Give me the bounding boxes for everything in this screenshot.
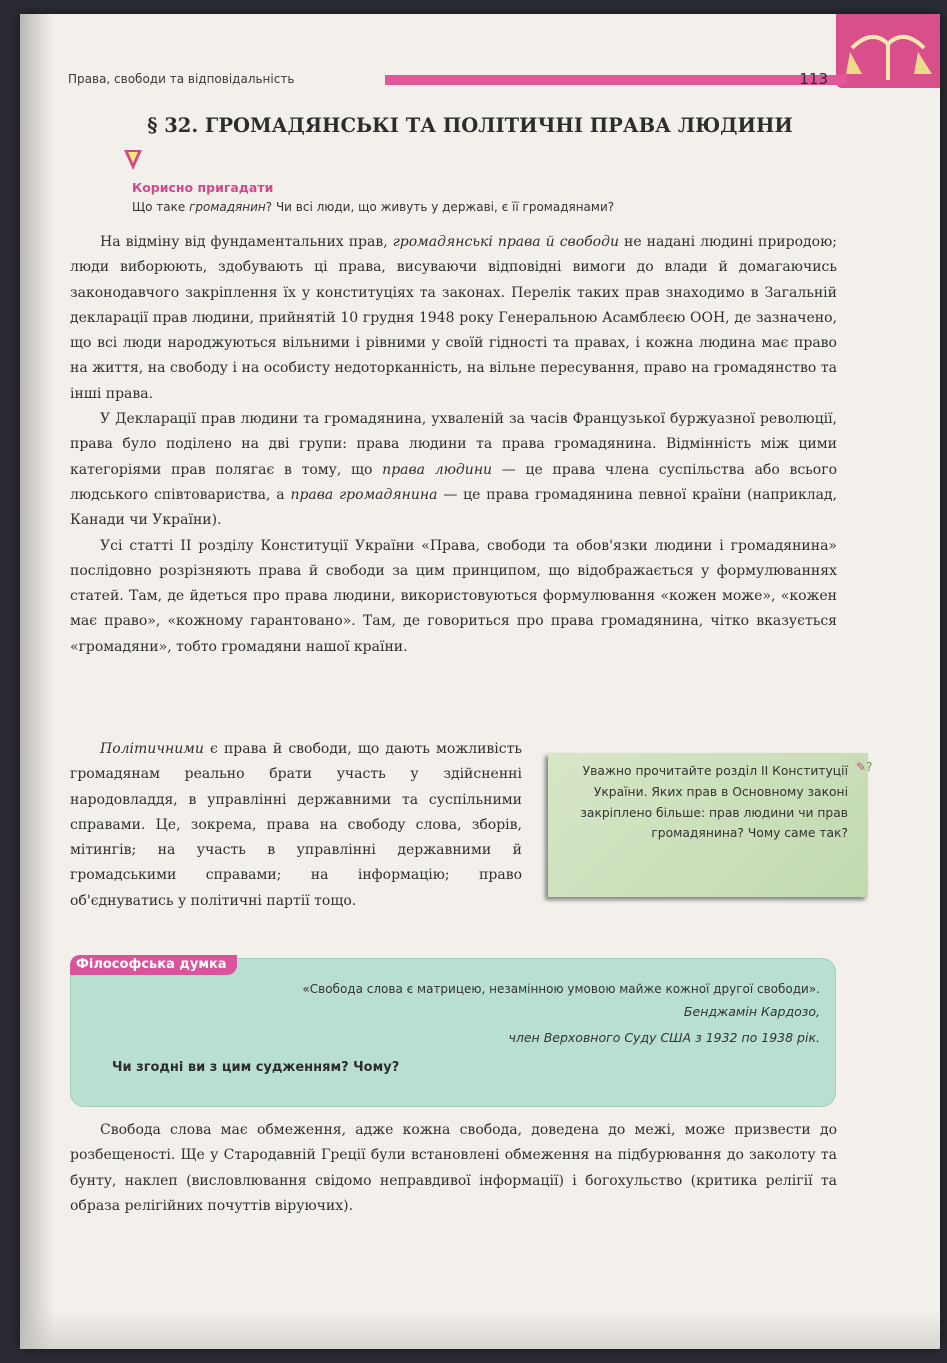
main-text-block [70,230,837,660]
header-accent-bar [385,75,847,85]
recall-heading: Корисно пригадати [132,180,274,195]
section-title: § 32. ГРОМАДЯНСЬКІ ТА ПОЛІТИЧНІ ПРАВА ЛЮДИНИ [147,114,793,137]
term-human-rights: права людини [382,461,493,478]
term-citizen-rights: права громадянина [290,486,438,503]
recall-question: Що таке громадянин? Чи всі люди, що живуть у державі, є її громадянами? [132,200,615,214]
philosophy-question: Чи згодні ви з цим судженням? Чому? [112,1060,400,1075]
corner-decoration [836,14,940,88]
page-bottom-shadow [20,1310,940,1349]
task-text: Уважно прочитайте розділ II Конституції України. Яких прав в Основному законі закріплено більше: прав людини чи прав громадянина? Чому саме так? [580,764,848,841]
running-title: Права, свободи та відповідальність [68,72,295,86]
quote-author-role: член Верховного Суду США з 1932 по 1938 рік. [508,1030,820,1045]
recall-term: громадянин [189,200,266,214]
question-icon: ✎? [856,760,873,774]
page-binding-shadow [20,14,54,1349]
paragraph-2: У Декларації прав людини та громадянина, ухваленій за часів Французької буржуазної революції, права було поділено на дві групи: права людини та права громадянина. Відмінність між цими категоріями прав полягає в тому, що права людини — це права члена суспільства або всього людського співтовариства, а права громадянина — це права громадянина певної країни (наприклад, Канади чи України). [70,411,838,529]
term-political: Політичними [100,741,204,757]
page-number: 113 [799,70,828,88]
funnel-icon [122,148,144,174]
paragraph-4: Політичними є права й свободи, що дають можливість громадянам реально брати участь у здійсненні народовладдя, в управлінні державними та суспільними справами. Це, зокрема, права на свободу слова, зборів, мітингів; на участь в управлінні державними й громадськими справами; на інформацію; право об'єднуватись у політичні партії тощо. [70,741,522,909]
task-box [548,753,868,897]
running-header [60,68,830,92]
philosophy-quote: «Свобода слова є матрицею, незамінною умовою майже кожної другої свободи». [302,982,820,996]
closing-text-block [70,1118,837,1219]
political-rights-block [70,737,522,914]
quote-author: Бенджамін Кардозо, [683,1004,820,1019]
paragraph-1: На відміну від фундаментальних прав, громадянські права й свободи не надані людині природою; люди виборюють, здобувають ці права, висуваючи відповідні вимоги до влади й домагаючись законодавчого закріплення їх у конституціях та законах. Перелік таких прав знаходимо в Загальній декларації прав людини, прийнятій 10 грудня 1948 року Генеральною Асамблеєю ООН, де зазначено, що всі люди народжуються вільними і рівними у своїй гідності та правах, і кожна людина має право на життя, на свободу і на особисту недоторканність, на вільне пересування, право на громадянство та інші права. [70,234,837,402]
philosophy-label: Філософська думка [70,955,237,975]
term-civil-rights: громадянські права й свободи [392,234,619,250]
paragraph-3: Усі статті II розділу Конституції України «Права, свободи та обов'язки людини і громадянина» послідовно розрізняють права й свободи за цим принципом, що відображається у формулюваннях статей. Там, де йдеться про права людини, використовуються формулювання «кожен може», «кожен має право», «кожному гарантовано». Там, де говориться про права громадянина, чітко вказується «громадяни», тобто громадяни нашої країни. [70,537,837,655]
scales-icon [842,18,934,84]
paragraph-5: Свобода слова має обмеження, адже кожна свобода, доведена до межі, може призвести до розбещеності. Ще у Стародавній Греції були встановлені обмеження на підбурювання до заколоту та бунту, наклеп (висловлювання свідомо неправдивої інформації) і богохульство (критика релігії та образа релігійних почуттів віруючих). [70,1122,837,1214]
